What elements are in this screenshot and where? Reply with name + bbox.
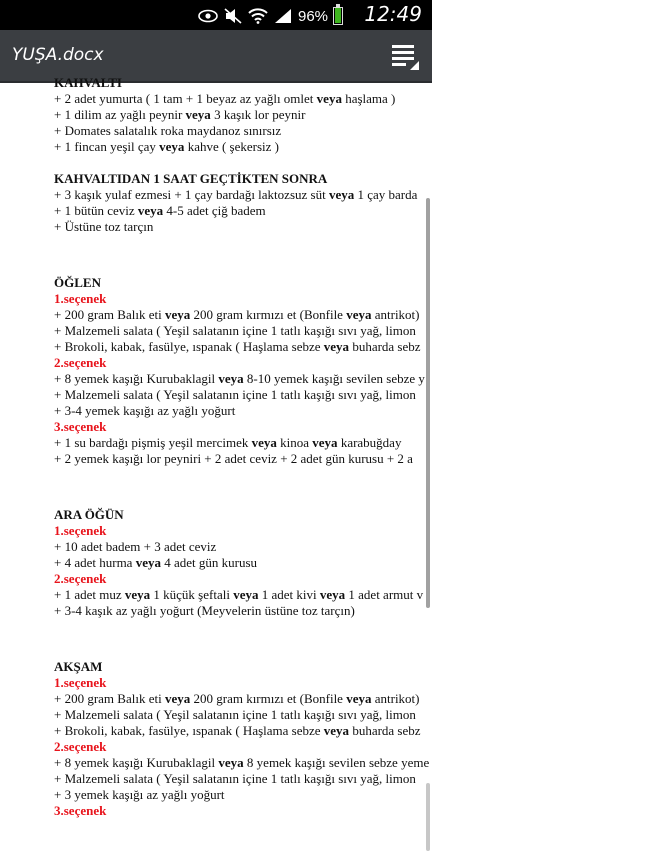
menu-item: + 3-4 kaşık az yağlı yoğurt (Meyvelerin üstüne toz tarçın) (54, 603, 355, 618)
menu-item: + 1 bütün ceviz veya 4-5 adet çiğ badem (54, 203, 266, 218)
menu-item: + 1 fincan yeşil çay veya kahve ( şekersiz ) (54, 139, 280, 154)
menu-line (392, 45, 414, 48)
spacer (54, 259, 654, 275)
menu-item: + 8 yemek kaşığı Kurubaklagil veya 8 yemek kaşığı sevilen sebze yeme (54, 755, 430, 770)
menu-line (392, 51, 414, 54)
menu-item: + 2 yemek kaşığı lor peyniri + 2 adet ceviz + 2 adet gün kurusu + 2 a (54, 451, 413, 466)
spacer (54, 643, 654, 659)
menu-item: + 200 gram Balık eti veya 200 gram kırmızı et (Bonfile veya antrikot) (54, 307, 420, 322)
status-icons (198, 6, 343, 26)
menu-item: + Malzemeli salata ( Yeşil salatanın içine 1 tatlı kaşığı sıvı yağ, limon (54, 323, 416, 338)
menu-item: + Brokoli, kabak, fasülye, ıspanak ( Haşlama sebze veya buharda sebz (54, 339, 421, 354)
mute-icon (223, 7, 243, 25)
section-heading: ÖĞLEN (54, 275, 101, 290)
menu-item: + 3 kaşık yulaf ezmesi + 1 çay bardağı laktozsuz süt veya 1 çay barda (54, 187, 418, 202)
corner-triangle-icon (410, 61, 419, 70)
clock: 12:49 (364, 2, 422, 26)
menu-item: + 1 su bardağı pişmiş yeşil mercimek veya kinoa veya karabuğday (54, 435, 402, 450)
section-heading: AKŞAM (54, 659, 103, 674)
menu-item: + 200 gram Balık eti veya 200 gram kırmızı et (Bonfile veya antrikot) (54, 691, 420, 706)
document-menu-icon[interactable] (386, 39, 420, 73)
status-bar (0, 0, 432, 30)
menu-item: + Malzemeli salata ( Yeşil salatanın içine 1 tatlı kaşığı sıvı yağ, limon (54, 771, 416, 786)
spacer (54, 155, 654, 171)
option-label: 2.seçenek (54, 571, 107, 586)
section-heading: KAHVALTI (54, 75, 122, 90)
battery-level (335, 8, 341, 23)
battery-icon (333, 7, 343, 25)
menu-item: + 8 yemek kaşığı Kurubaklagil veya 8-10 yemek kaşığı sevilen sebze y (54, 371, 425, 386)
menu-item: + 10 adet badem + 3 adet ceviz (54, 539, 217, 554)
option-label: 2.seçenek (54, 355, 107, 370)
menu-item: + 3 yemek kaşığı az yağlı yoğurt (54, 787, 225, 802)
document-view[interactable] (0, 75, 432, 818)
menu-item: + 4 adet hurma veya 4 adet gün kurusu (54, 555, 258, 570)
option-label: 1.seçenek (54, 291, 107, 306)
option-label: 1.seçenek (54, 675, 107, 690)
document-content (54, 75, 654, 819)
spacer (54, 467, 654, 491)
menu-line (392, 63, 406, 66)
section-heading: KAHVALTIDAN 1 SAAT GEÇTİKTEN SONRA (54, 171, 328, 186)
option-label: 2.seçenek (54, 739, 107, 754)
menu-line (392, 57, 414, 60)
scrollbar[interactable] (426, 198, 430, 608)
wifi-icon (248, 7, 268, 25)
menu-item: + 1 dilim az yağlı peynir veya 3 kaşık lor peynir (54, 107, 306, 122)
section-heading: ARA ÖĞÜN (54, 507, 124, 522)
menu-item: + Domates salatalık roka maydanoz sınırsız (54, 123, 282, 138)
option-label: 1.seçenek (54, 523, 107, 538)
menu-item: + 2 adet yumurta ( 1 tam + 1 beyaz az yağlı omlet veya haşlama ) (54, 91, 396, 106)
menu-item: + Malzemeli salata ( Yeşil salatanın içine 1 tatlı kaşığı sıvı yağ, limon (54, 707, 416, 722)
menu-item: + 3-4 yemek kaşığı az yağlı yoğurt (54, 403, 236, 418)
scrollbar-lower[interactable] (426, 783, 430, 851)
spacer (54, 619, 654, 643)
spacer (54, 235, 654, 259)
menu-item: + Malzemeli salata ( Yeşil salatanın içine 1 tatlı kaşığı sıvı yağ, limon (54, 387, 416, 402)
option-label: 3.seçenek (54, 803, 107, 818)
menu-item: + Üstüne toz tarçın (54, 219, 154, 234)
battery-percentage: 96% (298, 7, 329, 25)
eye-icon (198, 7, 218, 25)
option-label: 3.seçenek (54, 419, 107, 434)
spacer (54, 491, 654, 507)
signal-icon (273, 7, 293, 25)
menu-item: + 1 adet muz veya 1 küçük şeftali veya 1 adet kivi veya 1 adet armut v (54, 587, 424, 602)
menu-item: + Brokoli, kabak, fasülye, ıspanak ( Haşlama sebze veya buharda sebz (54, 723, 421, 738)
document-title: YUŞA.docx (12, 45, 104, 65)
